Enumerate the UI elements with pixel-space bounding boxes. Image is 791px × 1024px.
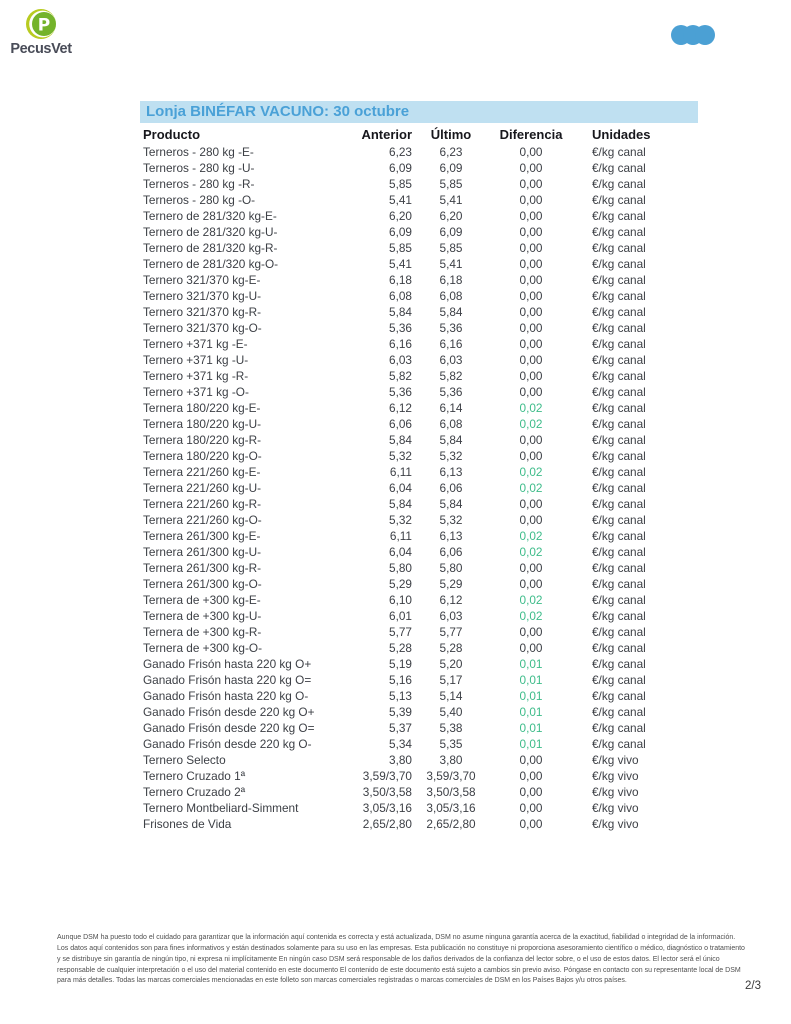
cell-producto: Ternero Montbeliard-Simment [143, 801, 299, 815]
cell-anterior: 6,04 [389, 481, 412, 495]
cell-ultimo: 3,05/3,16 [426, 801, 476, 815]
table-row [140, 512, 698, 528]
cell-diferencia: 0,00 [519, 449, 543, 463]
cell-anterior: 6,11 [389, 529, 412, 543]
column-header-unidades: Unidades [592, 127, 651, 142]
table-row [140, 784, 698, 800]
cell-diferencia: 0,02 [519, 545, 543, 559]
cell-ultimo: 6,08 [439, 289, 463, 303]
cell-unidades: €/kg canal [592, 625, 646, 639]
cell-unidades: €/kg canal [592, 257, 646, 271]
cell-anterior: 6,12 [389, 401, 412, 415]
cell-diferencia: 0,00 [519, 161, 543, 175]
cell-anterior: 6,04 [389, 545, 412, 559]
cell-ultimo: 5,32 [439, 449, 463, 463]
cell-producto: Ternera 180/220 kg-O- [143, 449, 262, 463]
cell-anterior: 5,32 [389, 449, 412, 463]
svg-text:P: P [37, 15, 51, 36]
cell-unidades: €/kg canal [592, 177, 646, 191]
cell-unidades: €/kg canal [592, 193, 646, 207]
cell-ultimo: 5,84 [439, 497, 463, 511]
table-row [140, 448, 698, 464]
cell-producto: Ternera 221/260 kg-O- [143, 513, 262, 527]
cell-ultimo: 5,35 [439, 737, 463, 751]
cell-producto: Ternero de 281/320 kg-O- [143, 257, 279, 271]
cell-diferencia: 0,00 [519, 433, 543, 447]
table-row [140, 752, 698, 768]
cell-anterior: 5,39 [389, 705, 412, 719]
cell-unidades: €/kg canal [592, 385, 646, 399]
cell-unidades: €/kg vivo [592, 801, 639, 815]
cell-diferencia: 0,00 [519, 801, 543, 815]
cell-unidades: €/kg canal [592, 241, 646, 255]
cell-ultimo: 5,84 [439, 305, 463, 319]
cell-unidades: €/kg canal [592, 673, 646, 687]
cell-anterior: 5,82 [389, 369, 412, 383]
cell-producto: Ternero +371 kg -R- [143, 369, 249, 383]
cell-ultimo: 5,14 [439, 689, 463, 703]
cell-ultimo: 5,36 [439, 321, 463, 335]
column-header-anterior: Anterior [361, 127, 412, 142]
cell-unidades: €/kg canal [592, 481, 646, 495]
cell-anterior: 5,34 [389, 737, 412, 751]
cell-ultimo: 5,85 [439, 241, 463, 255]
table-row [140, 192, 698, 208]
cell-ultimo: 5,85 [439, 177, 463, 191]
cell-diferencia: 0,00 [519, 321, 543, 335]
cell-ultimo: 6,14 [439, 401, 463, 415]
cell-anterior: 5,19 [389, 657, 412, 671]
table-row [140, 144, 698, 160]
cell-unidades: €/kg canal [592, 577, 646, 591]
cell-unidades: €/kg canal [592, 369, 646, 383]
cell-diferencia: 0,02 [519, 593, 543, 607]
cell-ultimo: 3,50/3,58 [426, 785, 476, 799]
cell-unidades: €/kg canal [592, 417, 646, 431]
table-header-row [140, 125, 698, 144]
table-row [140, 352, 698, 368]
cell-unidades: €/kg canal [592, 737, 646, 751]
cell-ultimo: 5,82 [439, 369, 463, 383]
cell-anterior: 5,29 [389, 577, 412, 591]
table-row [140, 816, 698, 832]
cell-anterior: 2,65/2,80 [362, 817, 412, 831]
cell-producto: Ternera de +300 kg-R- [143, 625, 262, 639]
table-row [140, 720, 698, 736]
cell-producto: Ganado Frisón desde 220 kg O= [143, 721, 315, 735]
table-row [140, 656, 698, 672]
cell-anterior: 6,01 [389, 609, 412, 623]
cell-diferencia: 0,01 [519, 673, 543, 687]
table-row [140, 688, 698, 704]
cell-anterior: 5,36 [389, 321, 412, 335]
cell-producto: Ganado Frisón desde 220 kg O- [143, 737, 312, 751]
cell-unidades: €/kg canal [592, 161, 646, 175]
table-row [140, 400, 698, 416]
cell-unidades: €/kg canal [592, 657, 646, 671]
cell-ultimo: 3,80 [439, 753, 463, 767]
cell-diferencia: 0,00 [519, 209, 543, 223]
cell-anterior: 5,28 [389, 641, 412, 655]
pecusvet-p-icon [8, 8, 74, 40]
table-row [140, 768, 698, 784]
cell-producto: Ternera 180/220 kg-E- [143, 401, 261, 415]
cell-anterior: 5,84 [389, 497, 412, 511]
cell-diferencia: 0,02 [519, 465, 543, 479]
cell-producto: Terneros - 280 kg -U- [143, 161, 255, 175]
cell-unidades: €/kg canal [592, 401, 646, 415]
cell-anterior: 5,16 [389, 673, 412, 687]
cell-producto: Ternera de +300 kg-O- [143, 641, 263, 655]
cell-anterior: 5,84 [389, 433, 412, 447]
cell-producto: Ternera 180/220 kg-U- [143, 417, 262, 431]
cell-unidades: €/kg canal [592, 465, 646, 479]
cell-diferencia: 0,00 [519, 353, 543, 367]
cell-diferencia: 0,00 [519, 561, 543, 575]
table-row [140, 624, 698, 640]
cell-unidades: €/kg canal [592, 689, 646, 703]
cell-producto: Ternero +371 kg -E- [143, 337, 248, 351]
cell-anterior: 5,85 [389, 241, 412, 255]
dot-icon [695, 25, 715, 45]
cell-unidades: €/kg canal [592, 209, 646, 223]
cell-diferencia: 0,00 [519, 385, 543, 399]
cell-ultimo: 5,40 [439, 705, 463, 719]
cell-ultimo: 6,03 [439, 353, 463, 367]
cell-ultimo: 5,77 [439, 625, 463, 639]
table-row [140, 496, 698, 512]
cell-producto: Ternera de +300 kg-U- [143, 609, 262, 623]
cell-ultimo: 6,16 [439, 337, 463, 351]
cell-unidades: €/kg canal [592, 433, 646, 447]
cell-unidades: €/kg vivo [592, 769, 639, 783]
column-header-producto: Producto [143, 127, 201, 142]
cell-diferencia: 0,00 [519, 145, 543, 159]
cell-producto: Ternero +371 kg -U- [143, 353, 249, 367]
cell-diferencia: 0,00 [519, 625, 543, 639]
table-row [140, 416, 698, 432]
cell-diferencia: 0,00 [519, 305, 543, 319]
pecusvet-logo [8, 8, 74, 57]
cell-diferencia: 0,01 [519, 737, 543, 751]
cell-unidades: €/kg canal [592, 321, 646, 335]
cell-diferencia: 0,01 [519, 657, 543, 671]
cell-unidades: €/kg canal [592, 289, 646, 303]
brand-name: PecusVet [10, 41, 72, 57]
cell-anterior: 6,20 [389, 209, 412, 223]
cell-anterior: 6,11 [389, 465, 412, 479]
cell-diferencia: 0,00 [519, 273, 543, 287]
cell-anterior: 5,85 [389, 177, 412, 191]
cell-ultimo: 6,09 [439, 161, 463, 175]
table-row [140, 272, 698, 288]
cell-unidades: €/kg canal [592, 561, 646, 575]
cell-producto: Ternero 321/370 kg-U- [143, 289, 262, 303]
cell-anterior: 6,23 [389, 145, 412, 159]
cell-producto: Ternero 321/370 kg-O- [143, 321, 262, 335]
cell-anterior: 5,77 [389, 625, 412, 639]
cell-unidades: €/kg canal [592, 721, 646, 735]
cell-unidades: €/kg canal [592, 513, 646, 527]
cell-producto: Ternera 221/260 kg-U- [143, 481, 262, 495]
cell-unidades: €/kg canal [592, 337, 646, 351]
cell-anterior: 6,10 [389, 593, 412, 607]
table-row [140, 432, 698, 448]
cell-diferencia: 0,01 [519, 689, 543, 703]
cell-diferencia: 0,00 [519, 289, 543, 303]
table-row [140, 368, 698, 384]
cell-anterior: 6,09 [389, 225, 412, 239]
table-row [140, 384, 698, 400]
table-row [140, 640, 698, 656]
cell-producto: Terneros - 280 kg -O- [143, 193, 256, 207]
cell-ultimo: 6,08 [439, 417, 463, 431]
cell-ultimo: 6,13 [439, 465, 463, 479]
cell-anterior: 6,06 [389, 417, 412, 431]
cell-diferencia: 0,02 [519, 401, 543, 415]
cell-unidades: €/kg canal [592, 353, 646, 367]
column-header-ultimo: Último [430, 127, 472, 142]
cell-ultimo: 6,18 [439, 273, 463, 287]
table-row [140, 544, 698, 560]
cell-ultimo: 5,20 [439, 657, 463, 671]
cell-diferencia: 0,00 [519, 241, 543, 255]
table-row [140, 224, 698, 240]
table-row [140, 256, 698, 272]
cell-ultimo: 5,38 [439, 721, 463, 735]
cell-unidades: €/kg canal [592, 145, 646, 159]
cell-producto: Ternera 261/300 kg-O- [143, 577, 262, 591]
cell-anterior: 6,03 [389, 353, 412, 367]
cell-diferencia: 0,00 [519, 577, 543, 591]
page-number: 2/3 [745, 980, 761, 992]
cell-ultimo: 2,65/2,80 [426, 817, 476, 831]
cell-anterior: 5,80 [389, 561, 412, 575]
cell-diferencia: 0,00 [519, 641, 543, 655]
cell-diferencia: 0,00 [519, 177, 543, 191]
column-header-diferencia: Diferencia [499, 127, 563, 142]
cell-diferencia: 0,00 [519, 817, 543, 831]
cell-producto: Ternero Selecto [143, 753, 226, 767]
cell-ultimo: 5,32 [439, 513, 463, 527]
cell-unidades: €/kg canal [592, 705, 646, 719]
cell-diferencia: 0,02 [519, 609, 543, 623]
cell-ultimo: 6,20 [439, 209, 463, 223]
cell-unidades: €/kg canal [592, 225, 646, 239]
cell-producto: Ternera 261/300 kg-U- [143, 545, 262, 559]
cell-producto: Ternera 180/220 kg-R- [143, 433, 262, 447]
table-row [140, 240, 698, 256]
table-row [140, 176, 698, 192]
cell-unidades: €/kg canal [592, 449, 646, 463]
cell-anterior: 5,13 [389, 689, 412, 703]
table-row [140, 208, 698, 224]
cell-producto: Ganado Frisón hasta 220 kg O- [143, 689, 309, 703]
cell-anterior: 6,18 [389, 273, 412, 287]
table-row [140, 288, 698, 304]
cell-ultimo: 5,29 [439, 577, 463, 591]
three-dots-icon [671, 25, 717, 45]
cell-diferencia: 0,00 [519, 337, 543, 351]
cell-diferencia: 0,00 [519, 513, 543, 527]
cell-producto: Ternero de 281/320 kg-U- [143, 225, 278, 239]
cell-ultimo: 3,59/3,70 [426, 769, 476, 783]
table-row [140, 320, 698, 336]
table-row [140, 560, 698, 576]
table-row [140, 592, 698, 608]
cell-unidades: €/kg canal [592, 545, 646, 559]
table-row [140, 528, 698, 544]
cell-producto: Ternero 321/370 kg-E- [143, 273, 261, 287]
cell-unidades: €/kg vivo [592, 785, 639, 799]
table-row [140, 160, 698, 176]
cell-unidades: €/kg canal [592, 497, 646, 511]
table-row [140, 608, 698, 624]
table-row [140, 464, 698, 480]
cell-ultimo: 5,41 [439, 257, 463, 271]
cell-producto: Terneros - 280 kg -E- [143, 145, 254, 159]
cell-anterior: 5,41 [389, 193, 412, 207]
cell-ultimo: 6,23 [439, 145, 463, 159]
cell-ultimo: 5,84 [439, 433, 463, 447]
cell-diferencia: 0,00 [519, 785, 543, 799]
cell-diferencia: 0,00 [519, 225, 543, 239]
cell-anterior: 3,59/3,70 [362, 769, 412, 783]
table-row [140, 672, 698, 688]
cell-diferencia: 0,02 [519, 481, 543, 495]
table-row [140, 736, 698, 752]
table-row [140, 304, 698, 320]
cell-diferencia: 0,00 [519, 193, 543, 207]
cell-ultimo: 6,13 [439, 529, 463, 543]
cell-ultimo: 6,09 [439, 225, 463, 239]
table-row [140, 336, 698, 352]
table-body [140, 144, 698, 832]
cell-unidades: €/kg canal [592, 529, 646, 543]
cell-producto: Ternero 321/370 kg-R- [143, 305, 262, 319]
cell-unidades: €/kg vivo [592, 753, 639, 767]
table-row [140, 800, 698, 816]
cell-producto: Ganado Frisón desde 220 kg O+ [143, 705, 315, 719]
cell-diferencia: 0,00 [519, 257, 543, 271]
cell-ultimo: 6,06 [439, 545, 463, 559]
cell-producto: Ganado Frisón hasta 220 kg O+ [143, 657, 312, 671]
cell-anterior: 6,09 [389, 161, 412, 175]
cell-producto: Frisones de Vida [143, 817, 232, 831]
cell-anterior: 3,80 [389, 753, 412, 767]
cell-unidades: €/kg canal [592, 305, 646, 319]
cell-ultimo: 5,41 [439, 193, 463, 207]
cell-unidades: €/kg canal [592, 641, 646, 655]
cell-anterior: 3,50/3,58 [362, 785, 412, 799]
cell-producto: Ternero Cruzado 2ª [143, 785, 246, 799]
cell-anterior: 5,36 [389, 385, 412, 399]
cell-producto: Terneros - 280 kg -R- [143, 177, 255, 191]
cell-anterior: 3,05/3,16 [362, 801, 412, 815]
cell-unidades: €/kg vivo [592, 817, 639, 831]
cell-producto: Ganado Frisón hasta 220 kg O= [143, 673, 312, 687]
cell-producto: Ternero +371 kg -O- [143, 385, 249, 399]
cell-unidades: €/kg canal [592, 273, 646, 287]
cell-producto: Ternero Cruzado 1ª [143, 769, 246, 783]
cell-diferencia: 0,00 [519, 497, 543, 511]
disclaimer-text: Aunque DSM ha puesto todo el cuidado para garantizar que la información aquí contenida es correcta y está actualizada, DSM no asume ninguna garantía acerca de la exactitud, fiabilidad o integridad de la información. Los datos aquí contenidos son para fines informativos y están destinados solamente para su uso en las empresas. Esta publicación no constituye ni proporciona asesoramiento científico o médico, diagnóstico o tratamiento y se distribuye sin garantía de ningún tipo, ni expresa ni implícitamente En ningún caso DSM será responsable de los daños derivados de la confianza del lector sobre, o el uso de estos datos. El lector será el único responsable de cualquier interpretación o el uso del material contenido en este documento El contenido de este documento está sujeto a cambios sin previo aviso. Póngase en contacto con su representante local de DSM para más detalles. Todas las marcas comerciales mencionadas en este folleto son marcas comerciales registradas o marcas comerciales de DSM en los Países Bajos y/u otros países. [57, 934, 745, 985]
cell-diferencia: 0,02 [519, 417, 543, 431]
cell-ultimo: 5,36 [439, 385, 463, 399]
table-row [140, 704, 698, 720]
cell-ultimo: 6,12 [439, 593, 463, 607]
cell-anterior: 5,37 [389, 721, 412, 735]
cell-unidades: €/kg canal [592, 609, 646, 623]
table-row [140, 576, 698, 592]
cell-diferencia: 0,01 [519, 721, 543, 735]
cell-ultimo: 5,17 [439, 673, 463, 687]
cell-producto: Ternera 221/260 kg-R- [143, 497, 262, 511]
cell-ultimo: 6,03 [439, 609, 463, 623]
cell-ultimo: 6,06 [439, 481, 463, 495]
table-title: Lonja BINÉFAR VACUNO: 30 octubre [140, 101, 698, 123]
cell-diferencia: 0,01 [519, 705, 543, 719]
cell-producto: Ternera de +300 kg-E- [143, 593, 261, 607]
cell-producto: Ternero de 281/320 kg-R- [143, 241, 278, 255]
cell-producto: Ternera 261/300 kg-R- [143, 561, 262, 575]
cell-anterior: 5,41 [389, 257, 412, 271]
cell-diferencia: 0,00 [519, 769, 543, 783]
cell-diferencia: 0,00 [519, 753, 543, 767]
cell-diferencia: 0,00 [519, 369, 543, 383]
cell-anterior: 5,84 [389, 305, 412, 319]
cell-producto: Ternera 221/260 kg-E- [143, 465, 261, 479]
cell-producto: Ternera 261/300 kg-E- [143, 529, 261, 543]
cell-ultimo: 5,80 [439, 561, 463, 575]
cell-anterior: 6,16 [389, 337, 412, 351]
price-table [140, 101, 698, 832]
cell-anterior: 6,08 [389, 289, 412, 303]
cell-diferencia: 0,02 [519, 529, 543, 543]
cell-ultimo: 5,28 [439, 641, 463, 655]
cell-unidades: €/kg canal [592, 593, 646, 607]
cell-producto: Ternero de 281/320 kg-E- [143, 209, 277, 223]
table-row [140, 480, 698, 496]
cell-anterior: 5,32 [389, 513, 412, 527]
